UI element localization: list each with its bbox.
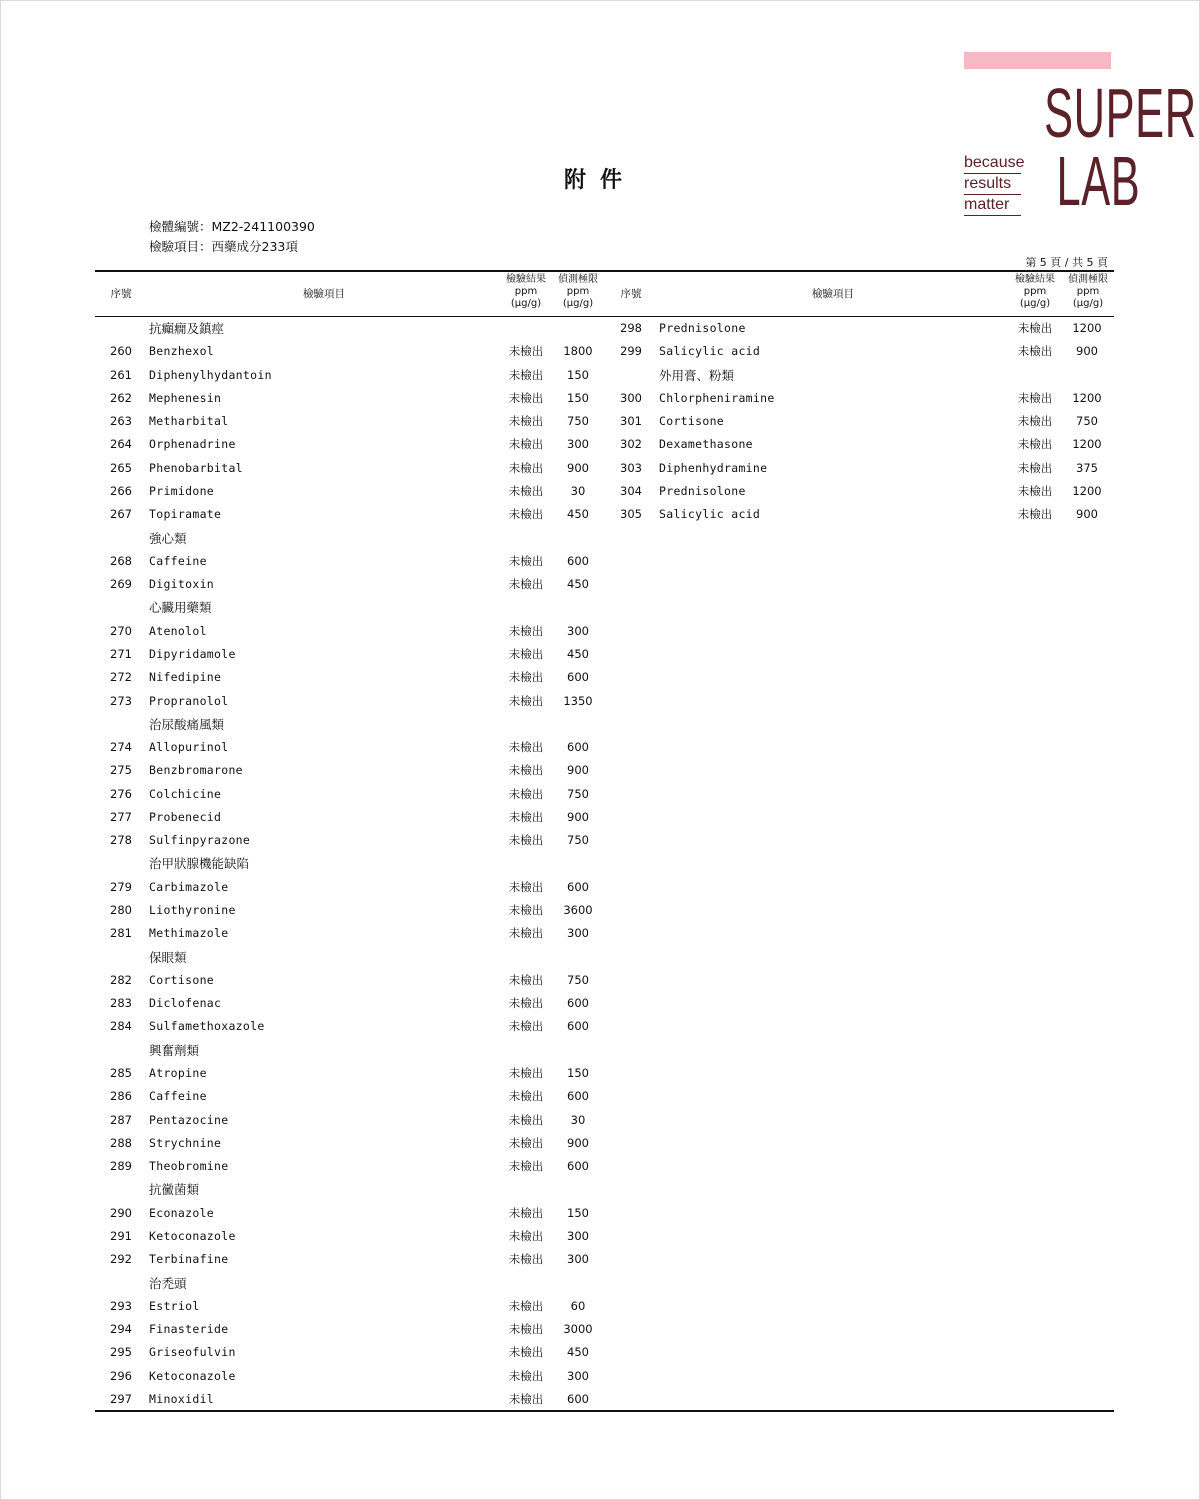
row-item-name: Dipyridamole [149, 646, 236, 661]
row-result: 未檢出 [1017, 414, 1053, 429]
row-item-name: Phenobarbital [149, 460, 243, 475]
row-limit: 600 [567, 1391, 589, 1406]
row-limit: 900 [567, 1135, 589, 1150]
row-item-name: Diphenylhydantoin [149, 367, 272, 382]
row-seq: 300 [620, 390, 642, 405]
row-limit: 300 [567, 1368, 589, 1383]
row-result: 未檢出 [508, 996, 544, 1011]
row-result: 未檢出 [508, 926, 544, 941]
category-label: 外用膏、粉類 [659, 367, 735, 383]
logo-tagline-line: matter [964, 195, 1021, 216]
row-limit: 30 [570, 484, 586, 498]
row-item-name: Strychnine [149, 1135, 222, 1150]
header-result-unit: ppm [1023, 286, 1047, 297]
row-item-name: Caffeine [149, 1089, 207, 1104]
row-result: 未檢出 [508, 1345, 544, 1360]
row-seq: 301 [620, 414, 642, 429]
row-item-name: Carbimazole [149, 879, 229, 894]
row-result: 未檢出 [508, 414, 544, 429]
test-item: 檢驗項目：西藥成分233項 [149, 239, 298, 254]
row-result: 未檢出 [1017, 437, 1053, 452]
row-seq: 295 [110, 1345, 132, 1360]
header-result-right [1010, 274, 1060, 310]
row-item-name: Metharbital [149, 414, 229, 429]
category-label: 治尿酸痛風類 [149, 716, 225, 732]
row-limit: 600 [567, 553, 589, 568]
header-limit-unit2: (μg/g) [1072, 298, 1104, 309]
row-result: 未檢出 [1017, 507, 1053, 522]
row-limit: 150 [567, 390, 589, 405]
row-limit: 1200 [1072, 437, 1102, 452]
row-limit: 600 [567, 1089, 589, 1104]
row-result: 未檢出 [508, 344, 544, 359]
row-seq: 304 [620, 484, 642, 498]
row-seq: 287 [110, 1112, 132, 1127]
category-label: 治禿頭 [149, 1275, 187, 1291]
row-limit: 450 [567, 577, 589, 592]
row-item-name: Econazole [149, 1205, 215, 1220]
row-result: 未檢出 [508, 1112, 544, 1127]
row-result: 未檢出 [508, 1391, 544, 1406]
category-label: 治甲狀腺機能缺陷 [149, 856, 250, 872]
row-item-name: Ketoconazole [149, 1368, 236, 1383]
row-result: 未檢出 [508, 460, 544, 475]
row-result: 未檢出 [508, 1322, 544, 1336]
row-result: 未檢出 [508, 693, 544, 708]
row-seq: 272 [110, 670, 132, 685]
row-item-name: Atropine [149, 1066, 207, 1080]
row-seq: 302 [620, 437, 642, 452]
header-result-label: 檢驗結果 [506, 274, 546, 285]
row-item-name: Atenolol [149, 623, 207, 638]
row-limit: 750 [567, 414, 589, 429]
row-result: 未檢出 [508, 437, 544, 452]
row-seq: 268 [110, 553, 132, 568]
row-item-name: Prednisolone [659, 321, 746, 335]
row-item-name: Caffeine [149, 553, 207, 568]
header-seq-right: 序號 [620, 288, 642, 300]
row-item-name: Theobromine [149, 1159, 229, 1174]
category-label: 強心類 [149, 530, 187, 546]
row-item-name: Griseofulvin [149, 1345, 236, 1360]
table-top-rule [95, 270, 1114, 272]
row-limit: 750 [567, 786, 589, 801]
row-limit: 300 [567, 1228, 589, 1243]
row-item-name: Methimazole [149, 926, 229, 941]
header-item-left: 檢驗項目 [303, 288, 345, 300]
row-limit: 750 [567, 972, 589, 987]
row-result: 未檢出 [508, 809, 544, 824]
row-limit: 1200 [1072, 484, 1102, 498]
row-seq: 285 [110, 1066, 132, 1080]
header-limit-label: 偵測極限 [558, 274, 598, 285]
row-result: 未檢出 [508, 553, 544, 568]
row-limit: 1200 [1072, 321, 1102, 335]
row-result: 未檢出 [508, 670, 544, 685]
row-seq: 274 [110, 740, 132, 754]
row-item-name: Probenecid [149, 809, 222, 824]
table-bottom-rule [95, 1410, 1114, 1412]
row-limit: 750 [567, 833, 589, 848]
row-result: 未檢出 [1017, 344, 1053, 359]
row-item-name: Liothyronine [149, 903, 236, 917]
header-limit-left [554, 274, 602, 310]
row-seq: 265 [110, 460, 132, 475]
category-label: 保眼類 [149, 949, 187, 965]
row-item-name: Finasteride [149, 1322, 229, 1336]
row-item-name: Benzbromarone [149, 763, 243, 778]
row-result: 未檢出 [508, 367, 544, 382]
row-item-name: Chlorpheniramine [659, 390, 775, 405]
row-seq: 281 [110, 926, 132, 941]
row-limit: 150 [567, 1066, 589, 1080]
row-result: 未檢出 [508, 972, 544, 987]
row-limit: 1200 [1072, 390, 1102, 405]
row-seq: 261 [110, 367, 132, 382]
row-item-name: Mephenesin [149, 390, 222, 405]
row-limit: 600 [567, 740, 589, 754]
row-limit: 300 [567, 926, 589, 941]
row-result: 未檢出 [508, 623, 544, 638]
row-limit: 1800 [563, 344, 593, 359]
row-result: 未檢出 [508, 390, 544, 405]
row-seq: 263 [110, 414, 132, 429]
row-limit: 150 [567, 1205, 589, 1220]
row-limit: 3000 [563, 1322, 593, 1336]
row-result: 未檢出 [508, 1298, 544, 1313]
row-item-name: Prednisolone [659, 484, 746, 498]
row-item-name: Orphenadrine [149, 437, 236, 452]
row-seq: 275 [110, 763, 132, 778]
row-limit: 150 [567, 367, 589, 382]
row-limit: 600 [567, 879, 589, 894]
header-result-left [501, 274, 551, 310]
row-seq: 264 [110, 437, 132, 452]
header-result-unit2: (μg/g) [1019, 298, 1051, 309]
row-seq: 284 [110, 1019, 132, 1034]
row-limit: 450 [567, 507, 589, 522]
header-limit-unit: ppm [1076, 286, 1100, 297]
row-seq: 266 [110, 484, 132, 498]
row-result: 未檢出 [508, 1135, 544, 1150]
row-result: 未檢出 [508, 879, 544, 894]
row-limit: 375 [1076, 460, 1098, 475]
row-result: 未檢出 [508, 903, 544, 917]
row-item-name: Sulfamethoxazole [149, 1019, 265, 1034]
row-seq: 278 [110, 833, 132, 848]
row-limit: 900 [1076, 344, 1098, 359]
category-label: 抗癲癇及鎮痙 [149, 321, 225, 336]
row-item-name: Primidone [149, 484, 215, 498]
row-result: 未檢出 [1017, 390, 1053, 405]
row-item-name: Estriol [149, 1298, 200, 1313]
row-result: 未檢出 [508, 1252, 544, 1267]
row-seq: 280 [110, 903, 132, 917]
row-limit: 600 [567, 1159, 589, 1174]
row-seq: 296 [110, 1368, 132, 1383]
row-result: 未檢出 [508, 1066, 544, 1080]
row-item-name: Salicylic acid [659, 344, 761, 359]
row-seq: 293 [110, 1298, 132, 1313]
row-seq: 299 [620, 344, 642, 359]
row-item-name: Nifedipine [149, 670, 222, 685]
row-result: 未檢出 [508, 740, 544, 754]
row-seq: 290 [110, 1205, 132, 1220]
header-result-unit2: (μg/g) [510, 298, 542, 309]
row-seq: 303 [620, 460, 642, 475]
row-limit: 300 [567, 437, 589, 452]
row-item-name: Allopurinol [149, 740, 229, 754]
header-limit-unit: ppm [566, 286, 590, 297]
row-result: 未檢出 [508, 507, 544, 522]
row-result: 未檢出 [508, 1228, 544, 1243]
row-result: 未檢出 [1017, 484, 1053, 498]
row-item-name: Cortisone [659, 414, 725, 429]
row-item-name: Ketoconazole [149, 1228, 236, 1243]
logo-tagline [964, 153, 1030, 216]
row-limit: 750 [1076, 414, 1098, 429]
header-limit-right [1063, 274, 1113, 310]
header-item-right: 檢驗項目 [812, 288, 854, 300]
document-title: 附件 [563, 168, 636, 193]
row-item-name: Digitoxin [149, 577, 215, 592]
row-seq: 286 [110, 1089, 132, 1104]
row-limit: 900 [567, 809, 589, 824]
row-limit: 300 [567, 623, 589, 638]
row-limit: 1350 [563, 693, 593, 708]
row-seq: 273 [110, 693, 132, 708]
row-result: 未檢出 [508, 1089, 544, 1104]
sample-number: 檢體編號：MZ2-241100390 [149, 219, 315, 234]
row-item-name: Cortisone [149, 972, 215, 987]
row-limit: 600 [567, 996, 589, 1011]
row-seq: 289 [110, 1159, 132, 1174]
row-seq: 277 [110, 809, 132, 824]
logo-brand-bottom: LAB [1056, 142, 1141, 220]
logo-brand-top: SUPER [1044, 74, 1197, 152]
row-result: 未檢出 [508, 833, 544, 848]
header-limit-label: 偵測極限 [1068, 274, 1108, 285]
row-seq: 267 [110, 507, 132, 522]
row-result: 未檢出 [508, 786, 544, 801]
row-seq: 279 [110, 879, 132, 894]
row-item-name: Benzhexol [149, 344, 215, 359]
row-limit: 300 [567, 1252, 589, 1267]
row-seq: 294 [110, 1322, 132, 1336]
row-result: 未檢出 [508, 763, 544, 778]
row-limit: 450 [567, 1345, 589, 1360]
row-seq: 292 [110, 1252, 132, 1267]
header-result-unit: ppm [514, 286, 538, 297]
row-seq: 282 [110, 972, 132, 987]
row-item-name: Pentazocine [149, 1112, 229, 1127]
row-seq: 305 [620, 507, 642, 522]
row-result: 未檢出 [508, 1205, 544, 1220]
row-seq: 262 [110, 390, 132, 405]
row-result: 未檢出 [508, 577, 544, 592]
row-item-name: Colchicine [149, 786, 222, 801]
logo-accent-bar [964, 52, 1111, 69]
row-seq: 276 [110, 786, 132, 801]
header-seq-left: 序號 [110, 288, 132, 300]
row-item-name: Dexamethasone [659, 437, 753, 452]
row-item-name: Salicylic acid [659, 507, 761, 522]
row-seq: 291 [110, 1228, 132, 1243]
row-result: 未檢出 [508, 1019, 544, 1034]
row-seq: 283 [110, 996, 132, 1011]
row-limit: 900 [567, 460, 589, 475]
row-item-name: Diclofenac [149, 996, 222, 1011]
logo-tagline-line: because [964, 153, 1021, 174]
row-seq: 271 [110, 646, 132, 661]
row-seq: 297 [110, 1391, 132, 1406]
row-result: 未檢出 [508, 646, 544, 661]
row-limit: 900 [567, 763, 589, 778]
logo-tagline-line: results [964, 174, 1021, 195]
row-limit: 30 [570, 1112, 586, 1127]
row-item-name: Sulfinpyrazone [149, 833, 251, 848]
row-limit: 3600 [563, 903, 593, 917]
header-result-label: 檢驗結果 [1015, 274, 1055, 285]
page-indicator: 第 5 頁 / 共 5 頁 [1025, 256, 1108, 269]
row-item-name: Diphenhydramine [659, 460, 768, 475]
row-result: 未檢出 [508, 1368, 544, 1383]
row-seq: 288 [110, 1135, 132, 1150]
row-result: 未檢出 [508, 1159, 544, 1174]
row-item-name: Topiramate [149, 507, 222, 522]
category-label: 抗黴菌類 [149, 1182, 200, 1198]
row-seq: 298 [620, 321, 642, 335]
category-label: 心臟用藥類 [149, 600, 212, 616]
row-limit: 60 [570, 1298, 586, 1313]
row-seq: 270 [110, 623, 132, 638]
row-limit: 450 [567, 646, 589, 661]
row-item-name: Minoxidil [149, 1391, 215, 1406]
row-item-name: Terbinafine [149, 1252, 229, 1267]
row-result: 未檢出 [1017, 460, 1053, 475]
row-result: 未檢出 [1017, 321, 1053, 335]
header-limit-unit2: (μg/g) [562, 298, 594, 309]
row-limit: 600 [567, 670, 589, 685]
category-label: 興奮劑類 [149, 1042, 200, 1058]
row-seq: 269 [110, 577, 132, 592]
row-result: 未檢出 [508, 484, 544, 498]
row-seq: 260 [110, 344, 132, 359]
row-limit: 900 [1076, 507, 1098, 522]
row-item-name: Propranolol [149, 693, 229, 708]
row-limit: 600 [567, 1019, 589, 1034]
